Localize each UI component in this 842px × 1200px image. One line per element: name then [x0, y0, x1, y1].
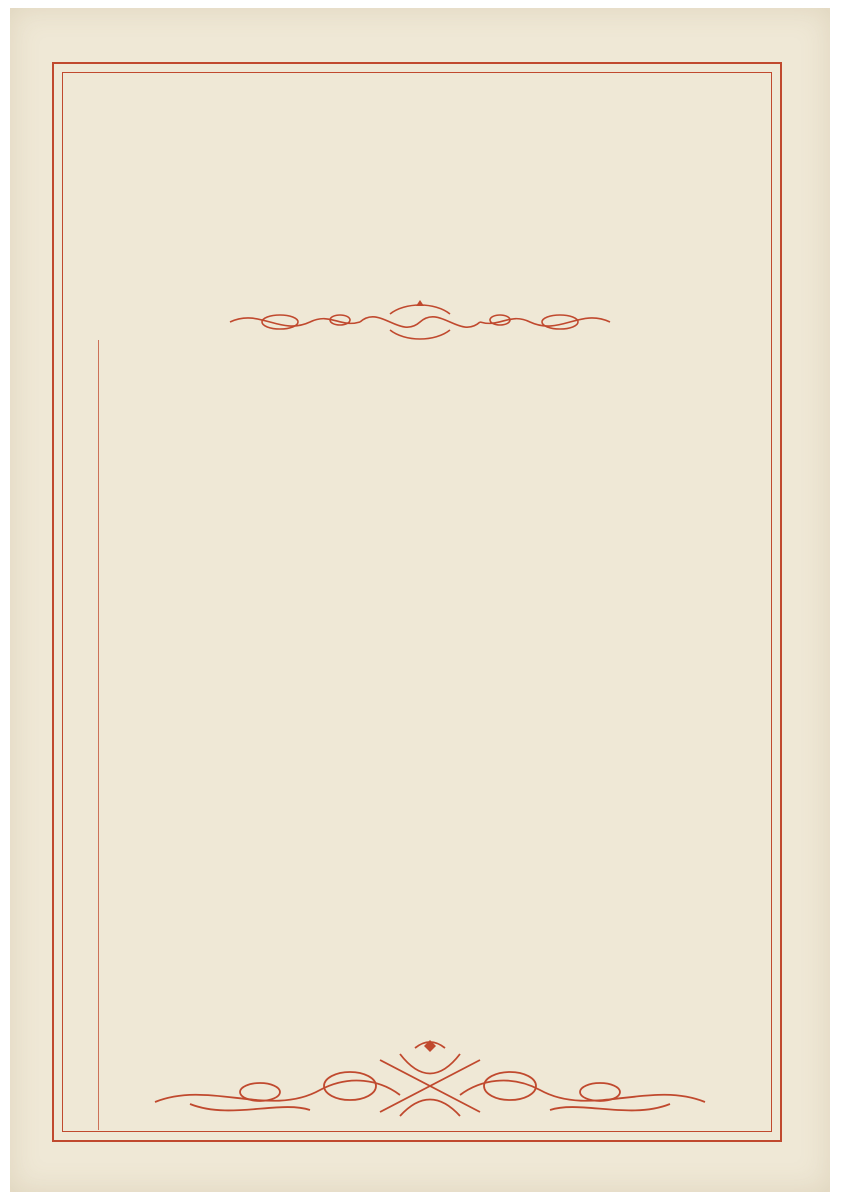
number-margin-rule — [98, 340, 99, 1130]
flourish-tailpiece — [150, 1040, 710, 1122]
flourish-divider — [220, 298, 620, 344]
inner-frame-border — [62, 72, 772, 1132]
